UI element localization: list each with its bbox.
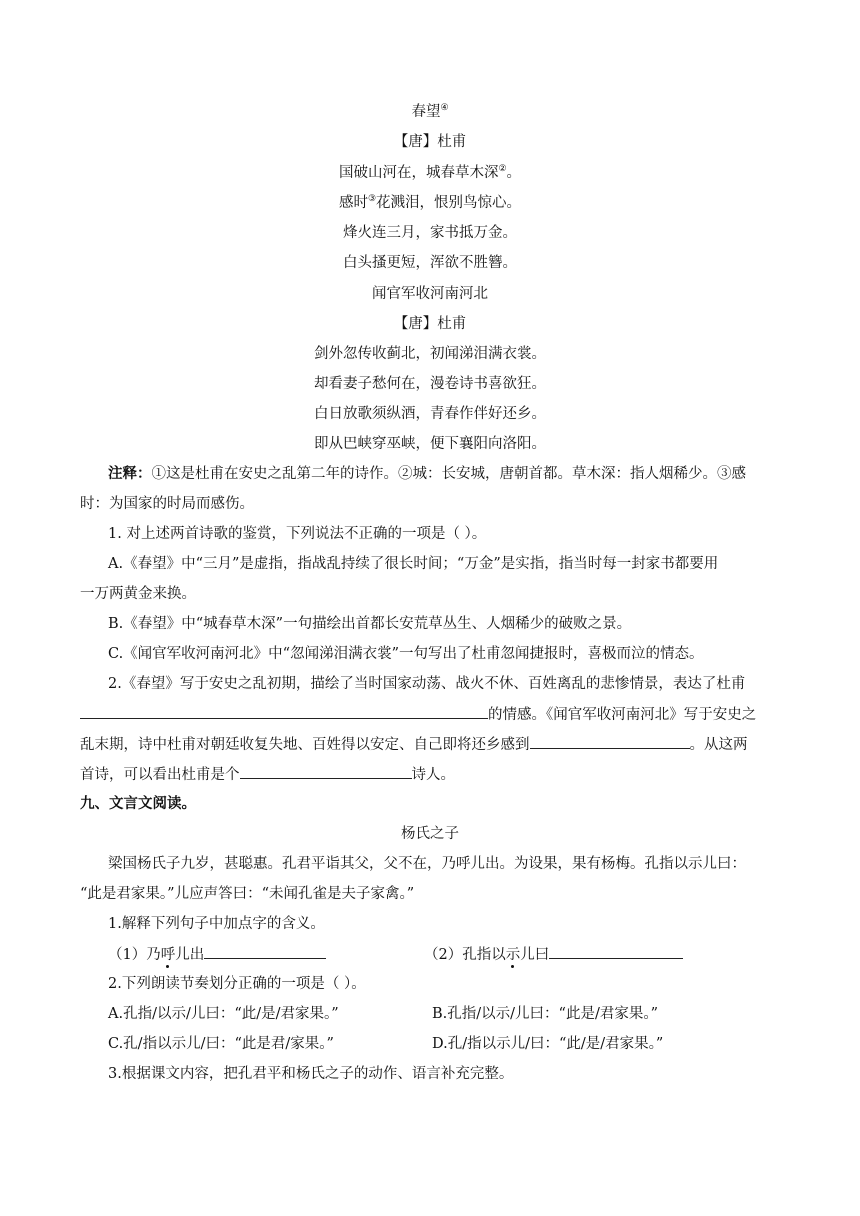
s9-q3-stem: 3.根据课文内容，把孔君平和杨氏之子的动作、语言补充完整。 [108, 1066, 514, 1082]
q1-stem: 1. 对上述两首诗歌的鉴赏，下列说法不正确的一项是（ ）。 [108, 526, 487, 542]
poem1-line-1: 国破山河在，城春草木深②。 [338, 164, 522, 181]
q1-option-b: B.《春望》中“城春草木深”一句描绘出首都长安荒草丛生、人烟稀少的破败之景。 [108, 616, 632, 632]
s9-q1-item-1: （1）乃呼儿出 [108, 944, 326, 965]
poem2-title: 闻官军收河南河北 [372, 286, 488, 302]
poem2-line-3: 白日放歌须纵酒，青春作伴好还乡。 [314, 406, 546, 422]
s9-q2-option-c: C.孔/指以示儿/曰：“此是君/家果。” [108, 1036, 334, 1052]
s9-q2-option-a: A.孔指/以示/儿曰：“此/是/君家果。” [108, 1006, 339, 1022]
q2-line-4: 首诗，可以看出杜甫是个 诗人。 [80, 764, 455, 785]
poem1-title: 春望④ [411, 103, 449, 120]
poem1-author: 【唐】杜甫 [393, 134, 467, 150]
section9-title: 杨氏之子 [401, 826, 459, 842]
answer-blank-shi[interactable] [549, 944, 683, 959]
dotted-char: 示 [505, 947, 521, 963]
poem1-line-2: 感时③花溅泪，恨别鸟惊心。 [338, 194, 522, 211]
q1-option-a-cont: 一万两黄金来换。 [80, 586, 196, 602]
poem1-line-3: 烽火连三月，家书抵万金。 [343, 225, 517, 241]
q2-line-2: 的情感。《闻官军收河南河北》写于安史之 [80, 704, 756, 725]
s9-q1-item-2: （2）孔指以示儿曰 [424, 944, 683, 965]
poem2-line-4: 即从巴峡穿巫峡，便下襄阳向洛阳。 [314, 436, 546, 452]
answer-blank-emotion[interactable] [80, 704, 488, 719]
q1-option-c: C.《闻官军收河南河北》中“忽闻涕泪满衣裳”一句写出了杜甫忽闻捷报时，喜极而泣的情态。 [108, 646, 704, 662]
q1-option-a: A.《春望》中“三月”是虚指，指战乱持续了很长时间；“万金”是实指，指当时每一封家书都要用 [108, 556, 719, 572]
answer-blank-poet-type[interactable] [240, 764, 412, 779]
notes-line-1: 注释：①这是杜甫在安史之乱第二年的诗作。②城：长安城，唐朝首都。草木深：指人烟稀少。③感 [108, 465, 746, 482]
poem2-author: 【唐】杜甫 [393, 316, 467, 332]
answer-blank-hu[interactable] [204, 944, 326, 959]
s9-q2-stem: 2.下列朗读节奏划分正确的一项是（ ）。 [108, 976, 366, 992]
s9-q2-option-d: D.孔/指以示儿/曰：“此/是/君家果。” [432, 1036, 664, 1052]
section9-passage-2: “此是君家果。”儿应声答曰：“未闻孔雀是夫子家禽。” [80, 886, 415, 902]
poem2-line-2: 却看妻子愁何在，漫卷诗书喜欲狂。 [314, 376, 546, 392]
s9-q1-stem: 1.解释下列句子中加点字的含义。 [108, 916, 325, 932]
poem1-line-4: 白头搔更短，浑欲不胜簪。 [343, 255, 517, 271]
notes-label: 注释： [108, 465, 152, 482]
s9-q2-option-b: B.孔指/以示/儿曰：“此是/君家果。” [432, 1006, 658, 1022]
q2-line-3: 乱末期，诗中杜甫对朝廷收复失地、百姓得以安定、自己即将还乡感到 。从这两 [80, 734, 748, 755]
poem2-line-1: 剑外忽传收蓟北，初闻涕泪满衣裳。 [314, 346, 546, 362]
answer-blank-feeling[interactable] [530, 734, 690, 749]
section9-heading: 九、文言文阅读。 [80, 795, 196, 812]
dotted-char: 呼 [160, 947, 176, 963]
notes-line-2: 时：为国家的时局而感伤。 [80, 496, 254, 512]
q2-line-1: 2.《春望》写于安史之乱初期，描绘了当时国家动荡、战火不休、百姓离乱的悲惨情景，表达了杜甫 [108, 676, 746, 692]
section9-passage-1: 梁国杨氏子九岁，甚聪惠。孔君平诣其父，父不在，乃呼儿出。为设果，果有杨梅。孔指以示儿曰： [108, 856, 746, 872]
